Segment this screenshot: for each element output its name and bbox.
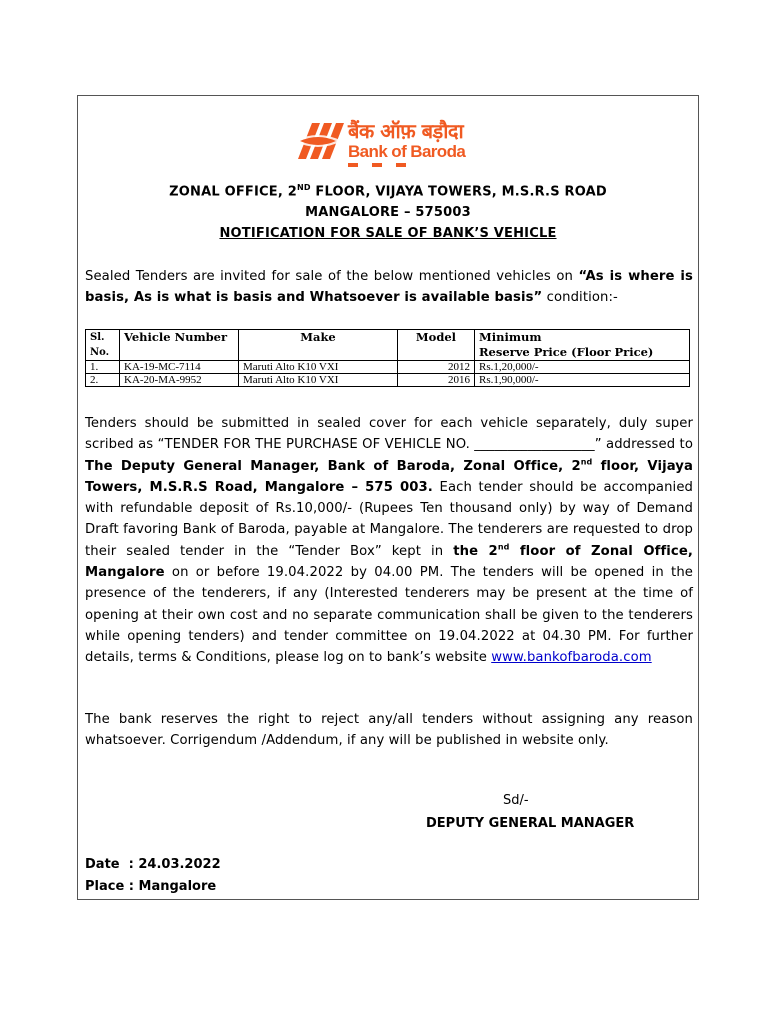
- cell-price: Rs.1,20,000/-: [475, 361, 690, 374]
- cell-model: 2012: [398, 361, 475, 374]
- cell-vehicle-number: KA-20-MA-9952: [120, 374, 239, 387]
- document-date: Date : 24.03.2022: [85, 857, 221, 872]
- bank-name-hindi: बैंक ऑफ़ बड़ौदा: [348, 119, 464, 143]
- tender-instructions-paragraph: Tenders should be submitted in sealed cover for each vehicle separately, duly super scribed as “TENDER FOR THE PURCHASE OF VEHICLE NO. __________________” addressed to The Deputy General Manager, Bank of Baroda, Zonal Office, 2nd floor, Vijaya Towers, M.S.R.S Road, Mangalore – 575 003. Each tender should be accompanied with refundable deposit of Rs.10,000/- (Rupees Ten thousand only) by way of Demand Draft favoring Bank of Baroda, payable at Mangalore. The tenderers are requested to drop their sealed tender in the “Tender Box” kept in the 2nd floor of Zonal Office, Mangalore on or before 19.04.2022 by 04.00 PM. The tenders will be opened in the presence of the tenderers, if any (Interested tenderers may be present at the time of opening at their own cost and no separate communication shall be given to the tenderers while opening tenders) and tender committee on 19.04.2022 at 04.30 PM. For further details, terms & Conditions, please log on to bank’s website www.bankofbaroda.com: [85, 416, 694, 666]
- cell-price: Rs.1,90,000/-: [475, 374, 690, 387]
- cell-model: 2016: [398, 374, 475, 387]
- cell-sl: 2.: [86, 374, 120, 387]
- table-row: [86, 374, 690, 387]
- header-vehicle-number: Vehicle Number: [120, 330, 239, 361]
- bank-of-baroda-logo-icon: [290, 119, 346, 165]
- office-address-line2: MANGALORE – 575003: [305, 205, 471, 220]
- cell-vehicle-number: KA-19-MC-7114: [120, 361, 239, 374]
- addressee: The Deputy General Manager, Bank of Baroda, Zonal Office, 2nd floor, Vijaya Towers, M.S.R.S Road, Mangalore – 575 003.: [85, 457, 693, 495]
- logo-tagline-marks: [348, 163, 406, 167]
- header-min-price: Minimum Reserve Price (Floor Price): [475, 330, 690, 361]
- table-header-row: [86, 330, 690, 361]
- signature-sd: Sd/-: [503, 793, 529, 808]
- rights-paragraph: The bank reserves the right to reject any/all tenders without assigning any reason whatsoever. Corrigendum /Addendum, if any will be published in website only.: [85, 712, 693, 749]
- vehicle-table: [85, 329, 690, 387]
- bank-logo: [290, 115, 490, 167]
- table-row: [86, 361, 690, 374]
- tender-box-location: the 2nd floor of Zonal Office, Mangalore: [85, 542, 693, 581]
- cell-make: Maruti Alto K10 VXI: [239, 361, 398, 374]
- document-place: Place : Mangalore: [85, 879, 217, 894]
- header-make: Make: [239, 330, 398, 361]
- notification-title: NOTIFICATION FOR SALE OF BANK’S VEHICLE: [219, 226, 557, 241]
- bank-website-link[interactable]: www.bankofbaroda.com: [491, 650, 652, 666]
- header-model: Model: [398, 330, 475, 361]
- bank-name-english: Bank of Baroda: [348, 142, 466, 161]
- cell-sl: 1.: [86, 361, 120, 374]
- signatory-designation: DEPUTY GENERAL MANAGER: [426, 816, 635, 831]
- intro-bold-condition: “As is where is basis, As is what is basis and Whatsoever is available basis”: [85, 269, 693, 306]
- cell-make: Maruti Alto K10 VXI: [239, 374, 398, 387]
- header-sl-no: Sl. No.: [86, 330, 120, 361]
- office-address-line1: ZONAL OFFICE, 2ND FLOOR, VIJAYA TOWERS, M.S.R.S ROAD: [169, 183, 607, 200]
- intro-paragraph: Sealed Tenders are invited for sale of the below mentioned vehicles on “As is where is basis, As is what is basis and Whatsoever is available basis” condition:-: [85, 269, 693, 306]
